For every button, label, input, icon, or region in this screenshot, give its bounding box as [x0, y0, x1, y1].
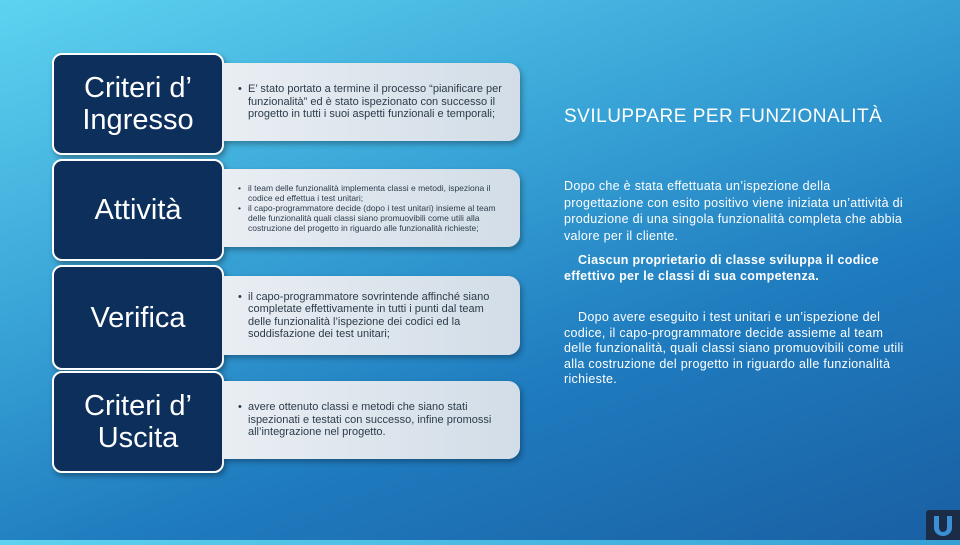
phase-title: Criteri d’ Ingresso — [82, 72, 194, 136]
phase-verification — [52, 265, 224, 370]
phase-verification-details — [222, 276, 520, 355]
phase-exit-criteria-details — [222, 381, 520, 459]
phase-title: Attività — [94, 194, 182, 226]
phase-title: Criteri d’ Uscita — [84, 390, 192, 454]
phase-title: Verifica — [90, 301, 186, 334]
owner-paragraph-text: Ciascun proprietario di classe sviluppa il codice effettivo per le classi di sua competenza. — [564, 253, 879, 283]
phase-entry-criteria-details — [222, 63, 520, 141]
phase-exit-criteria — [52, 371, 224, 473]
review-paragraph-text: Dopo avere eseguito i test unitari e un’ispezione del codice, il capo-programmatore decide assieme al team delle funzionalità, quali classi siano promuovibili come utili alla costruzione del progetto in riguardo alle funzionalità richieste. — [564, 310, 904, 386]
intro-paragraph: Dopo che è stata effettuata un’ispezione della progettazione con esito positivo viene iniziata un’attività di produzione di una singola funzionalità completa che abbia valore per il cliente. — [564, 179, 903, 243]
phase-activity-details — [222, 169, 520, 247]
bullet-item: • il capo-programmatore decide (dopo i test unitari) insieme al team delle funzionalità quali classi siano promuovibili come utili alla costruzione del progetto in riguardo alle funzionalità richieste; — [238, 203, 506, 233]
bullet-item: • il team delle funzionalità implementa classi e metodi, ispeziona il codice ed effettua i test unitari; — [238, 183, 506, 203]
phase-activity — [52, 159, 224, 261]
bullet-item: • avere ottenuto classi e metodi che siano stati ispezionati e testati con successo, infine promossi all’integrazione nel progetto. — [238, 401, 506, 439]
review-paragraph — [564, 310, 904, 388]
owner-paragraph — [564, 252, 904, 284]
bullet-item: • E’ stato portato a termine il processo “pianificare per funzionalità” ed è stato ispezionato con successo il progetto in tutti i suoi aspetti funzionali e temporali; — [238, 83, 506, 121]
section-title: SVILUPPARE PER FUNZIONALITÀ — [564, 106, 883, 127]
phase-entry-criteria — [52, 53, 224, 155]
u-logo-icon — [926, 510, 960, 540]
bullet-item: • il capo-programmatore sovrintende affinché siano completate effettivamente in tutti i punti dal team delle funzionalità l’ispezione dei codici ed la soddisfazione dei test unitari; — [238, 291, 506, 341]
